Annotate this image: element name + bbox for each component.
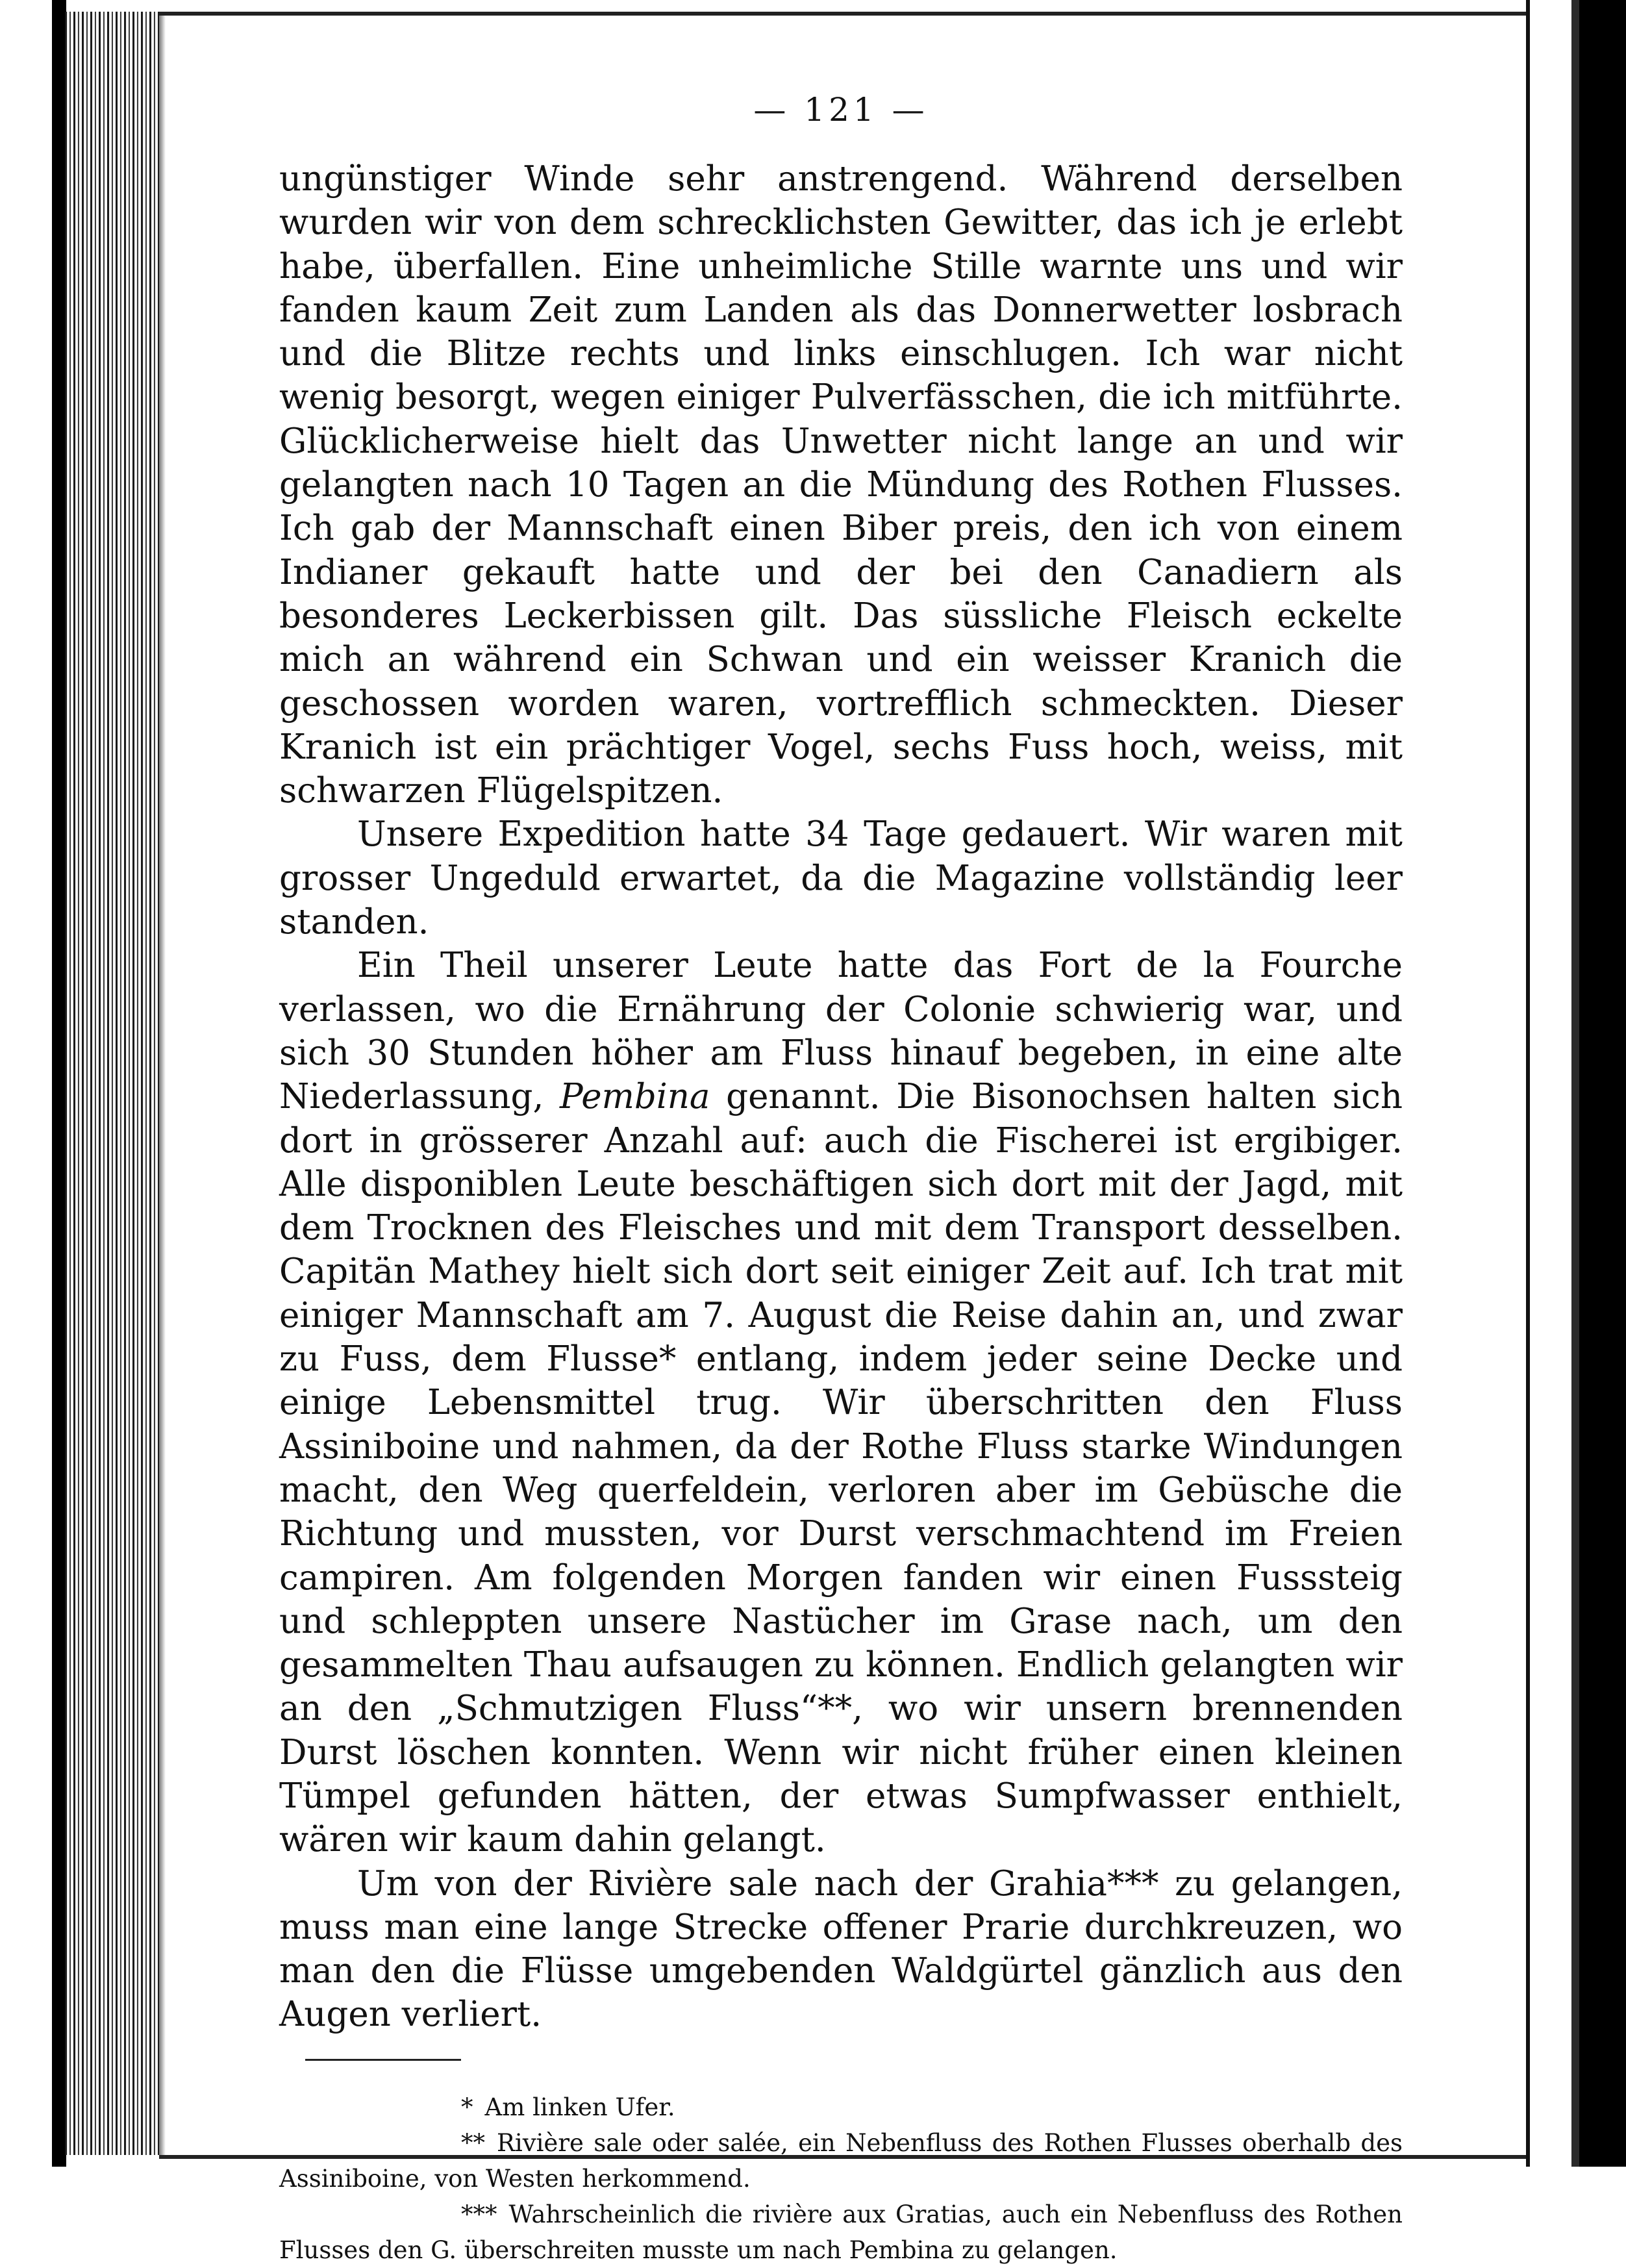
page-number: — 121 —: [753, 91, 929, 129]
paragraph-3: [279, 944, 1403, 1861]
paragraph-2: Unsere Expedition hatte 34 Tage gedauert. Wir waren mit grosser Ungeduld erwartet, da die Magazine vollständig leer standen.: [279, 814, 1403, 942]
paragraph-3-text-b: genannt. Die Bisonochsen halten sich dort in grösserer Anzahl auf: auch die Fischerei ist ergibiger. Alle disponiblen Leute beschäftigen sich dort mit der Jagd, mit dem Trocknen des Fleisches und mit dem Transport desselben. Capitän Mathey hielt sich dort seit einiger Zeit auf. Ich trat mit einiger Mannschaft am 7. August die Reise dahin an, und zwar zu Fuss, dem Flusse* entlang, indem jeder seine Decke und einige Lebensmittel trug. Wir überschritten den Fluss Assiniboine und nahmen, da der Rothe Fluss starke Windungen macht, den Weg querfeldein, verloren aber im Gebüsche die Richtung und mussten, vor Durst verschmachtend im Freien campiren. Am folgenden Morgen fanden wir einen Fusssteig und schleppten unsere Nastücher im Grase nach, um den gesammelten Thau aufsaugen zu können. Endlich gelangten wir an den „Schmutzigen Fluss“**, wo wir unsern brennenden Durst löschen konnten. Wenn wir nicht früher einen kleinen Tümpel gefunden hätten, der etwas Sumpfwasser enthielt, wären wir kaum dahin gelangt.: [279, 1077, 1403, 1860]
page-gutter-shadow: [159, 12, 166, 2155]
footnote-text: Am linken Ufer.: [484, 2093, 675, 2121]
page-top-edge: [159, 12, 1526, 16]
book-edge-outer: [52, 0, 66, 2167]
footnote-mark: ***: [461, 2200, 497, 2228]
footnote-text: Wahrscheinlich die rivière aux Gratias, auch ein Nebenfluss des Rothen Flusses den G. überschreiten musste um nach Pembina zu gelangen.: [279, 2200, 1403, 2264]
footnote-text: Rivière sale oder salée, ein Nebenfluss des Rothen Flusses oberhalb des Assiniboine, von Westen herkommend.: [279, 2128, 1403, 2193]
scan-border-inner: [1571, 0, 1579, 2167]
footnote-mark: **: [461, 2128, 485, 2157]
footnote-divider: [305, 2059, 461, 2061]
book-page-edges: [65, 12, 159, 2155]
scan-border-right: [1579, 0, 1626, 2167]
footnote-3: [279, 2197, 1403, 2268]
paragraph-1: ungünstiger Winde sehr anstrengend. Während derselben wurden wir von dem schrecklichsten Gewitter, das ich je erlebt habe, überfallen. Eine unheimliche Stille warnte uns und wir fanden kaum Zeit zum Landen als das Donnerwetter losbrach und die Blitze rechts und links einschlugen. Ich war nicht wenig besorgt, wegen einiger Pulverfässchen, die ich mitführte. Glücklicherweise hielt das Unwetter nicht lange an und wir gelangten nach 10 Tagen an die Mündung des Rothen Flusses. Ich gab der Mannschaft einen Biber preis, den ich von einem Indianer gekauft hatte und der bei den Canadiern als besonderes Leckerbissen gilt. Das süssliche Fleisch eckelte mich an während ein Schwan und ein weisser Kranich die geschossen worden waren, vortrefflich schmeckten. Dieser Kranich ist ein prächtiger Vogel, sechs Fuss hoch, weiss, mit schwarzen Flügelspitzen.: [279, 159, 1403, 811]
place-name-pembina: Pembina: [559, 1077, 710, 1117]
page-body: [279, 91, 1403, 2268]
paragraph-3-text-a: Ein Theil unserer Leute hatte das Fort de la Fourche verlassen, wo die Ernährung der Colonie schwierig war, und sich 30 Stunden höher am Fluss hinauf begeben, in eine alte Niederlassung,: [279, 946, 1403, 1117]
page-right-edge: [1526, 0, 1530, 2167]
footnote-1: [279, 2089, 1403, 2125]
paragraph-4: Um von der Rivière sale nach der Grahia*** zu gelangen, muss man eine lange Strecke offener Prarie durchkreuzen, wo man den die Flüsse umgebenden Waldgürtel gänzlich aus den Augen verliert.: [279, 1863, 1403, 2035]
footnote-mark: *: [461, 2093, 473, 2121]
footnote-2: [279, 2125, 1403, 2197]
